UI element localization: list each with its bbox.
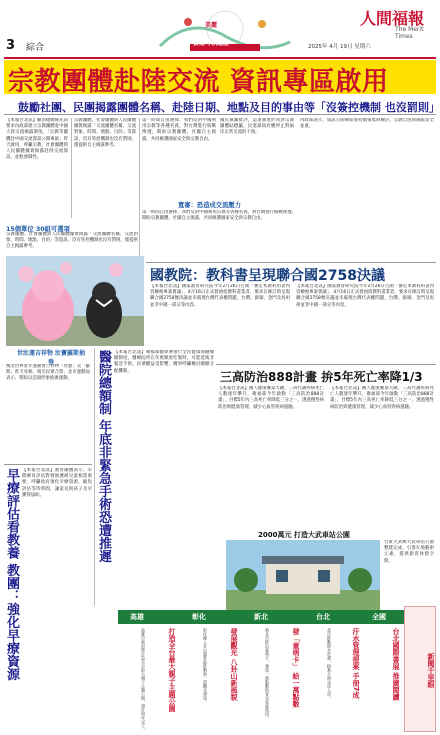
early-edu-headline: 早療評估看教養 教團：強化早療資源 xyxy=(4,468,19,681)
mascot-photo xyxy=(6,256,144,346)
banner-tag: 美麗 xyxy=(205,22,218,29)
section-rule xyxy=(4,464,92,465)
park-body: 台東大武鄉大武車站公園整建完成，引進在地藝術元素，提供旅客休憩空間。 xyxy=(384,540,434,564)
regional-body: 新北市推出童萌卡，發放一萬點數供育兒家庭使用。 xyxy=(265,628,270,720)
section-rule xyxy=(146,262,436,263)
col-divider xyxy=(94,348,95,606)
col-divider xyxy=(71,118,72,218)
issue-date: 2025年 4月 19日 星期六 xyxy=(308,44,371,50)
masthead-english: The Merit Times xyxy=(395,26,424,40)
regional-news-bar xyxy=(118,610,436,624)
page-header xyxy=(0,0,440,60)
col-divider xyxy=(139,118,140,258)
health-body-cont: 【本報台北訊】國人健康餐桌大敵，三高代謝疾病死亡人數逐年攀升，衛福部今年啟動「三高防治888計畫」，目標5年內三高死亡率降低三分之一，透過慢性病防治與健康管理，減少心血管疾病風險。 xyxy=(330,386,434,410)
park-photo xyxy=(226,540,380,616)
region-label: 新北 xyxy=(254,613,268,621)
textbook-body: 【本報台北訊】國家教育研究院今年2月26日召開「審定本教科用書內容檢視專案會議」，4月16日正式發函給教科書業者，要求在修訂時呈現聯合國2758號決議並未處理台灣代表權問題，台灣、澎湖、金門及馬祖並非中國一部分等內容。 xyxy=(150,284,290,308)
textbook-body-cont: 【本報台北訊】國家教育研究院今年2月26日召開「審定本教科用書內容檢視專案會議」，4月16日正式發函給教科書業者，要求在修訂時呈現聯合國2758號決議並未處理台灣代表權問題，台灣、澎湖、金門及馬祖並非中國一部分等內容。 xyxy=(296,284,434,308)
page-number: 3 xyxy=(6,38,16,53)
main-headline: 宗教團體赴陸交流 資訊專區啟用 xyxy=(8,67,389,97)
region-label: 彰化 xyxy=(192,613,206,621)
masthead-logo: 人間福報 xyxy=(360,9,425,28)
early-edu-body: 【本報台北訊】教育團體表示，早期療育評估對發展遲緩兒童相當重要，呼籲政府強化早療資源，縮短評估等待時間，讓家長與孩子及早獲得協助。 xyxy=(22,468,92,498)
regional-headline: 汗水管理提案 手冊7成 xyxy=(352,628,360,699)
regional-body: 彰化縣八卦山風景區推動新一波觀光建設。 xyxy=(203,628,208,704)
lead-col-5: 內政部表示，資訊公開專區將持續蒐集與檢討，宗教自由與國家安全並重。 xyxy=(300,118,434,130)
mascot-caption-body: 雙北世界壯年運動會吉祥物「壯寶」及「羅斯」昨天亮相，吸引民眾合影，北市運動局表示，期盼以活潑形象推廣運動。 xyxy=(6,364,90,382)
regional-body: 高雄市政府將打造全台最大親子主題公園，預計明年完工。 xyxy=(141,628,146,732)
main-subhead: 鼓勵社團、民團揭露團體名稱、赴陸日期、地點及目的事由等「沒簽控機制 也沒罰則」 xyxy=(18,101,440,114)
hospital-headline: 醫院總額制 年底非緊急手術恐遭推遲 xyxy=(96,350,111,563)
section-label: 綜合 xyxy=(26,43,45,53)
lead-col-4: 國民黨團批評，這項制度形同對宗教團體貼標籤，民進黨政府應停止對兩岸正常交流的干預。 xyxy=(220,118,294,136)
regional-headline: 台北國際書展 推廣閱讀 xyxy=(392,628,400,701)
regional-headline: 發展觀光 八卦山新風貌 xyxy=(230,628,238,701)
regional-headline: 發「童萌卡」 給一萬點數 xyxy=(292,628,300,708)
textbook-headline: 國教院：教科書呈現聯合國2758決議 xyxy=(150,268,385,284)
mascot-caption-title: 世壯運吉祥物 壯寶羅斯抽垂 xyxy=(16,350,86,366)
region-label: 台北 xyxy=(316,613,330,621)
side-note-1: 15個單位 30組可選項 xyxy=(6,226,70,233)
lead-col-3: 第一時間自由選擇，我們反對中國利用宗教等各種名義，對台灣進行統戰滲透，期盼宗教團體、社團自主揭露，共同維護國家安全與宗教自由。 xyxy=(142,118,216,142)
side-note-1-body: 宗教團體、社會團體與人民團體據實揭露「交流團體名稱、交流對象、時間、地點、目的」等資訊，沒有管控機制也沒有罰則，僅提供自主揭露參考。 xyxy=(6,232,138,250)
health-headline: 三高防治888計畫 拚5年死亡率降1/3 xyxy=(220,370,423,384)
side-note-2: 寬審：恐造成交流壓力 xyxy=(178,202,241,209)
lead-col-1: 【本報台北訊】賴清德總統先前要求內政部建立宗教團體赴中國大陸交流揭露制度，「宗教等團體赴中國交流資訊公開專區」昨天啟用，呼籲宗教、社會團體與人民團體據實揭露赴陸交流資訊，並無強制性。 xyxy=(6,118,68,161)
side-note-2-body: 第一時間自由選擇，我們反對中國利用宗教等各種名義，對台灣進行統戰滲透，期盼宗教團體、社團自主揭露，共同維護國家安全與宗教自由。 xyxy=(142,210,296,222)
region-label: 高雄 xyxy=(130,613,144,621)
news-scope-title: 新聞千里眼 xyxy=(427,652,435,688)
header-rule xyxy=(4,57,436,59)
banner-text: 寶島可以這麼 xyxy=(193,40,230,47)
lead-col-2: 宗教團體、社會團體與人民團體據實揭露「交流團體名稱、交流對象、時間、地點、目的」等資訊，沒有管控機制也沒有罰則，僅提供自主揭露參考。 xyxy=(74,118,136,148)
regional-body: 北市推動節水計畫，提案手冊完成七成。 xyxy=(327,628,332,700)
subhead-rule xyxy=(4,114,436,115)
health-body: 【本報台北訊】國人健康餐桌大敵，三高代謝疾病死亡人數逐年攀升，衛福部今年啟動「三高防治888計畫」，目標5年內三高死亡率降低三分之一，透過慢性病防治與健康管理，減少心血管疾病風險。 xyxy=(218,386,324,410)
regional-headline: 打造全台最大親子主題公園 xyxy=(168,628,176,712)
region-label: 全國 xyxy=(372,613,386,621)
hospital-body: 【本報台北訊】衛福部健保署推行全民健康保險總額制度，醫療院所在年底額度吃緊時，可能延後非緊急手術，民眾權益受影響，醫界呼籲檢討總額分配機制。 xyxy=(114,350,214,374)
park-caption: 2000萬元 打造大武車站公園 xyxy=(258,531,350,539)
section-rule xyxy=(216,364,436,365)
